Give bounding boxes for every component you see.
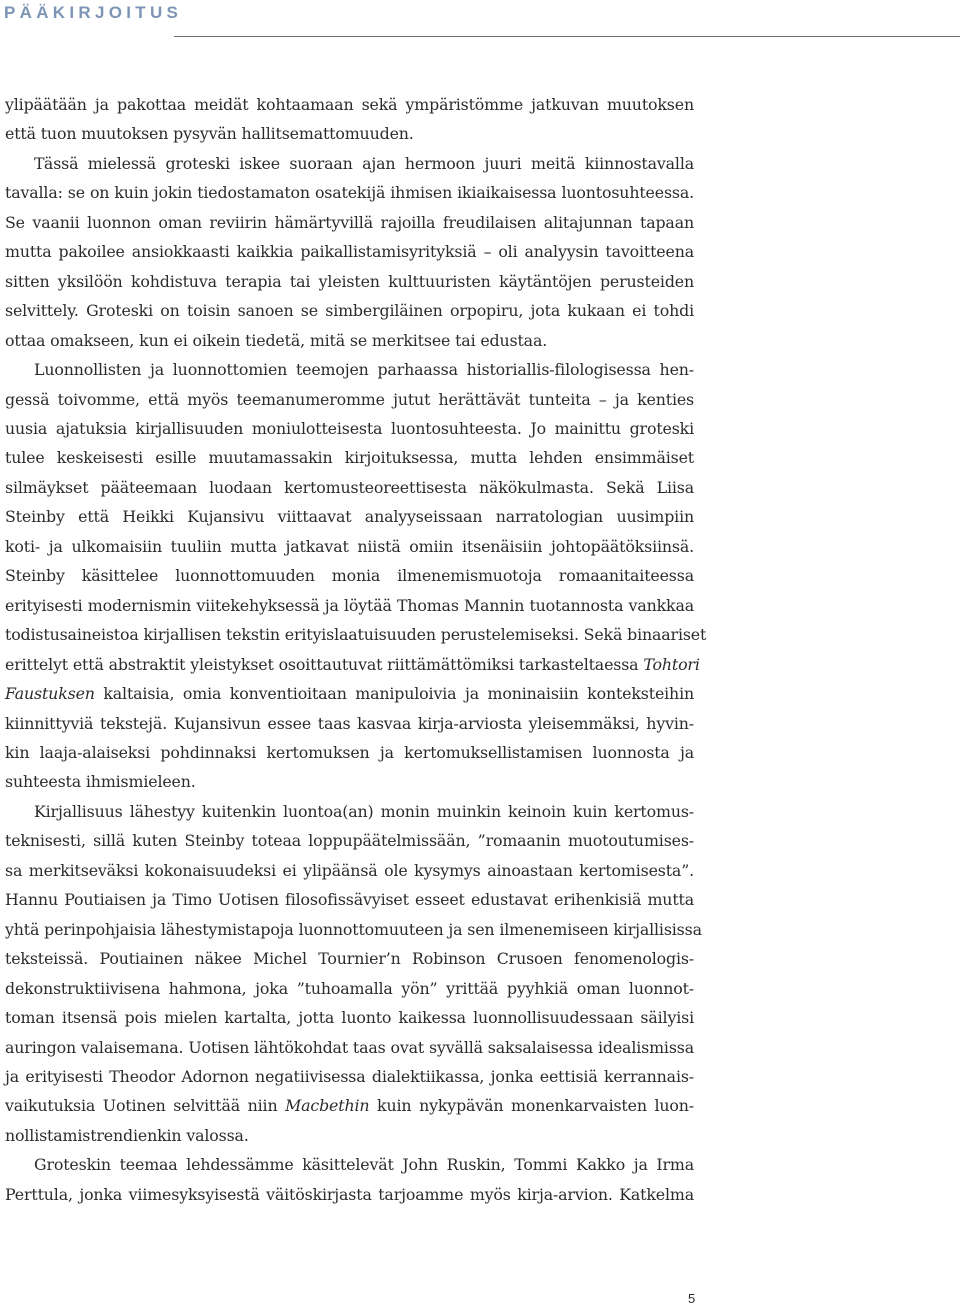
- text-line: [5, 326, 694, 355]
- text-line: [5, 709, 694, 738]
- text-line: [5, 443, 694, 472]
- text-line: [5, 1150, 694, 1179]
- text-line: [5, 414, 694, 443]
- page-number: 5: [688, 1291, 696, 1306]
- text-run: silmäykset pääteemaan luodaan kertomusteoreettisesta näkökulmasta. Sekä Liisa: [5, 477, 694, 497]
- text-line: [5, 149, 694, 178]
- italic-title: Macbethin: [285, 1096, 370, 1116]
- text-run: koti- ja ulkomaisiin tuuliin mutta jatkavat niistä omiin itsenäisiin johtopäätöksiinsä.: [5, 536, 694, 556]
- text-run: Se vaanii luonnon oman reviirin hämärtyvillä rajoilla freudilaisen alitajunnan tapaan: [5, 212, 694, 232]
- text-run: sa merkitseväksi kokonaisuudeksi ei ylipäänsä ole kysymys ainoastaan kertomisesta”.: [5, 860, 694, 880]
- text-line: [5, 738, 694, 767]
- italic-title: Faustuksen: [5, 684, 95, 704]
- text-line: [5, 355, 694, 384]
- text-run: Kirjallisuus lähestyy kuitenkin luontoa(an) monin muinkin keinoin kuin kertomus-: [34, 801, 694, 821]
- text-run: uusia ajatuksia kirjallisuuden moniulotteisesta luontosuhteesta. Jo mainittu groteski: [5, 418, 694, 438]
- text-line: [5, 679, 694, 708]
- text-line: [5, 561, 694, 590]
- text-line: [5, 944, 694, 973]
- text-run: kin laaja-alaiseksi pohdinnaksi kertomuksen ja kertomuksellistamisen luonnosta ja: [5, 742, 694, 762]
- text-run: kiinnittyviä tekstejä. Kujansivun essee taas kasvaa kirja-arviosta yleisemmäksi, hyvin-: [5, 713, 694, 733]
- text-line: [5, 650, 700, 679]
- text-run: että tuon muutoksen pysyvän hallitsemattomuuden.: [5, 124, 414, 144]
- text-line: [5, 915, 702, 944]
- text-run: Steinby käsittelee luonnottomuuden monia ilmenemismuotoja romaanitaiteessa: [5, 566, 694, 586]
- text-line: [5, 90, 694, 119]
- text-line: [5, 856, 694, 885]
- text-run: Tässä mielessä groteski iskee suoraan ajan hermoon juuri meitä kiinnostavalla: [34, 153, 694, 173]
- text-run: ylipäätään ja pakottaa meidät kohtaamaan sekä ympäristömme jatkuvan muutoksen: [5, 95, 694, 114]
- text-line: [5, 237, 694, 266]
- paragraph: [5, 797, 702, 1150]
- italic-title: Tohtori: [643, 654, 700, 674]
- text-run: todistusaineistoa kirjallisen tekstin erityislaatuisuuden perustelemiseksi. Sekä binaariset: [5, 625, 707, 645]
- text-run: ja erityisesti Theodor Adornon negatiivisessa dialektiikassa, jonka eettisiä kerrannais-: [5, 1066, 694, 1086]
- text-line: [5, 532, 694, 561]
- text-line: [5, 473, 694, 502]
- text-run: sitten yksilöön kohdistuva terapia tai yleisten kulttuuristen käytäntöjen perusteiden: [5, 271, 694, 291]
- paragraph: [5, 90, 694, 149]
- text-line: [5, 1091, 694, 1120]
- text-run: nollistamistrendienkin valossa.: [5, 1125, 249, 1145]
- paragraph: [5, 355, 707, 797]
- section-label: PÄÄKIRJOITUS: [4, 3, 183, 22]
- text-line: [5, 826, 694, 855]
- text-line: [5, 385, 694, 414]
- text-line: [5, 178, 694, 207]
- text-run: kuin nykypävän monenkarvaisten luon-: [369, 1096, 694, 1116]
- text-line: [5, 1003, 694, 1032]
- text-run: toman itsensä pois mielen kartalta, jotta luonto kaikessa luonnollisuudessaan säilyisi: [5, 1008, 694, 1028]
- text-run: teknisesti, sillä kuten Steinby toteaa loppupäätelmissään, ”romaanin muotoutumises-: [5, 831, 694, 851]
- text-line: [5, 620, 707, 649]
- text-line: [5, 591, 694, 620]
- text-line: [5, 1062, 694, 1091]
- text-run: dekonstruktiivisena hahmona, joka ”tuhoamalla yön” yrittää pyyhkiä oman luonnot-: [5, 978, 694, 998]
- text-line: [5, 296, 694, 325]
- text-run: kaltaisia, omia konventioitaan manipuloivia ja moninaisiin konteksteihin: [94, 684, 694, 704]
- text-run: vaikutuksia Uotinen selvittää niin: [5, 1096, 286, 1116]
- text-run: erityisesti modernismin viitekehyksessä ja löytää Thomas Mannin tuotannosta vankkaa: [5, 595, 694, 615]
- text-run: Steinby että Heikki Kujansivu viittaavat analyyseissaan narratologian uusimpiin: [5, 507, 694, 527]
- text-line: [5, 797, 694, 826]
- text-line: [5, 208, 694, 237]
- text-line: [5, 974, 694, 1003]
- text-run: yhtä perinpohjaisia lähestymistapoja luonnottomuuteen ja sen ilmenemiseen kirjallisissa: [5, 919, 702, 939]
- text-run: suhteesta ihmismieleen.: [5, 772, 196, 792]
- text-run: tavalla: se on kuin jokin tiedostamaton osatekijä ihmisen ikiaikaisessa luontosuhteessa.: [5, 183, 694, 203]
- text-run: tulee keskeisesti esille muutamassakin kirjoituksessa, mutta lehden ensimmäiset: [5, 448, 694, 468]
- text-run: Luonnollisten ja luonnottomien teemojen parhaassa historiallis-filologisessa hen-: [34, 360, 694, 380]
- text-line: [5, 267, 694, 296]
- article-body: [5, 90, 707, 1209]
- text-run: Groteskin teemaa lehdessämme käsittelevät John Ruskin, Tommi Kakko ja Irma: [34, 1155, 694, 1175]
- text-run: teksteissä. Poutiainen näkee Michel Tournier’n Robinson Crusoen fenomenologis-: [5, 949, 694, 969]
- text-run: Perttula, jonka viimesyksyisestä väitöskirjasta tarjoamme myös kirja-arvion. Katkelma: [5, 1184, 694, 1204]
- text-run: selvittely. Groteski on toisin sanoen se simbergiläinen orpopiru, jota kukaan ei tohdi: [5, 301, 694, 321]
- text-run: ottaa omakseen, kun ei oikein tiedetä, mitä se merkitsee tai edustaa.: [5, 330, 548, 350]
- text-line: [5, 502, 694, 531]
- paragraph: [5, 149, 694, 355]
- paragraph: [5, 1150, 694, 1209]
- text-run: Hannu Poutiaisen ja Timo Uotisen filosofissävyiset esseet edustavat erihenkisiä mutta: [5, 890, 694, 910]
- text-line: [5, 1121, 694, 1150]
- text-run: gessä toivomme, että myös teemanumeromme jutut herättävät tunteita – ja kenties: [5, 389, 694, 409]
- text-run: mutta pakoilee ansiokkaasti kaikkia paikallistamisyrityksiä – oli analyysin tavoitteena: [5, 242, 694, 262]
- text-line: [5, 119, 694, 148]
- text-run: auringon valaisemana. Uotisen lähtökohdat taas ovat syvällä saksalaisessa idealismissa: [5, 1037, 694, 1057]
- text-line: [5, 1033, 694, 1062]
- header-divider: [174, 36, 960, 37]
- text-line: [5, 1180, 694, 1209]
- text-run: erittelyt että abstraktit yleistykset osoittautuvat riittämättömiksi tarkasteltaessa: [5, 654, 644, 674]
- text-line: [5, 767, 694, 796]
- text-line: [5, 885, 694, 914]
